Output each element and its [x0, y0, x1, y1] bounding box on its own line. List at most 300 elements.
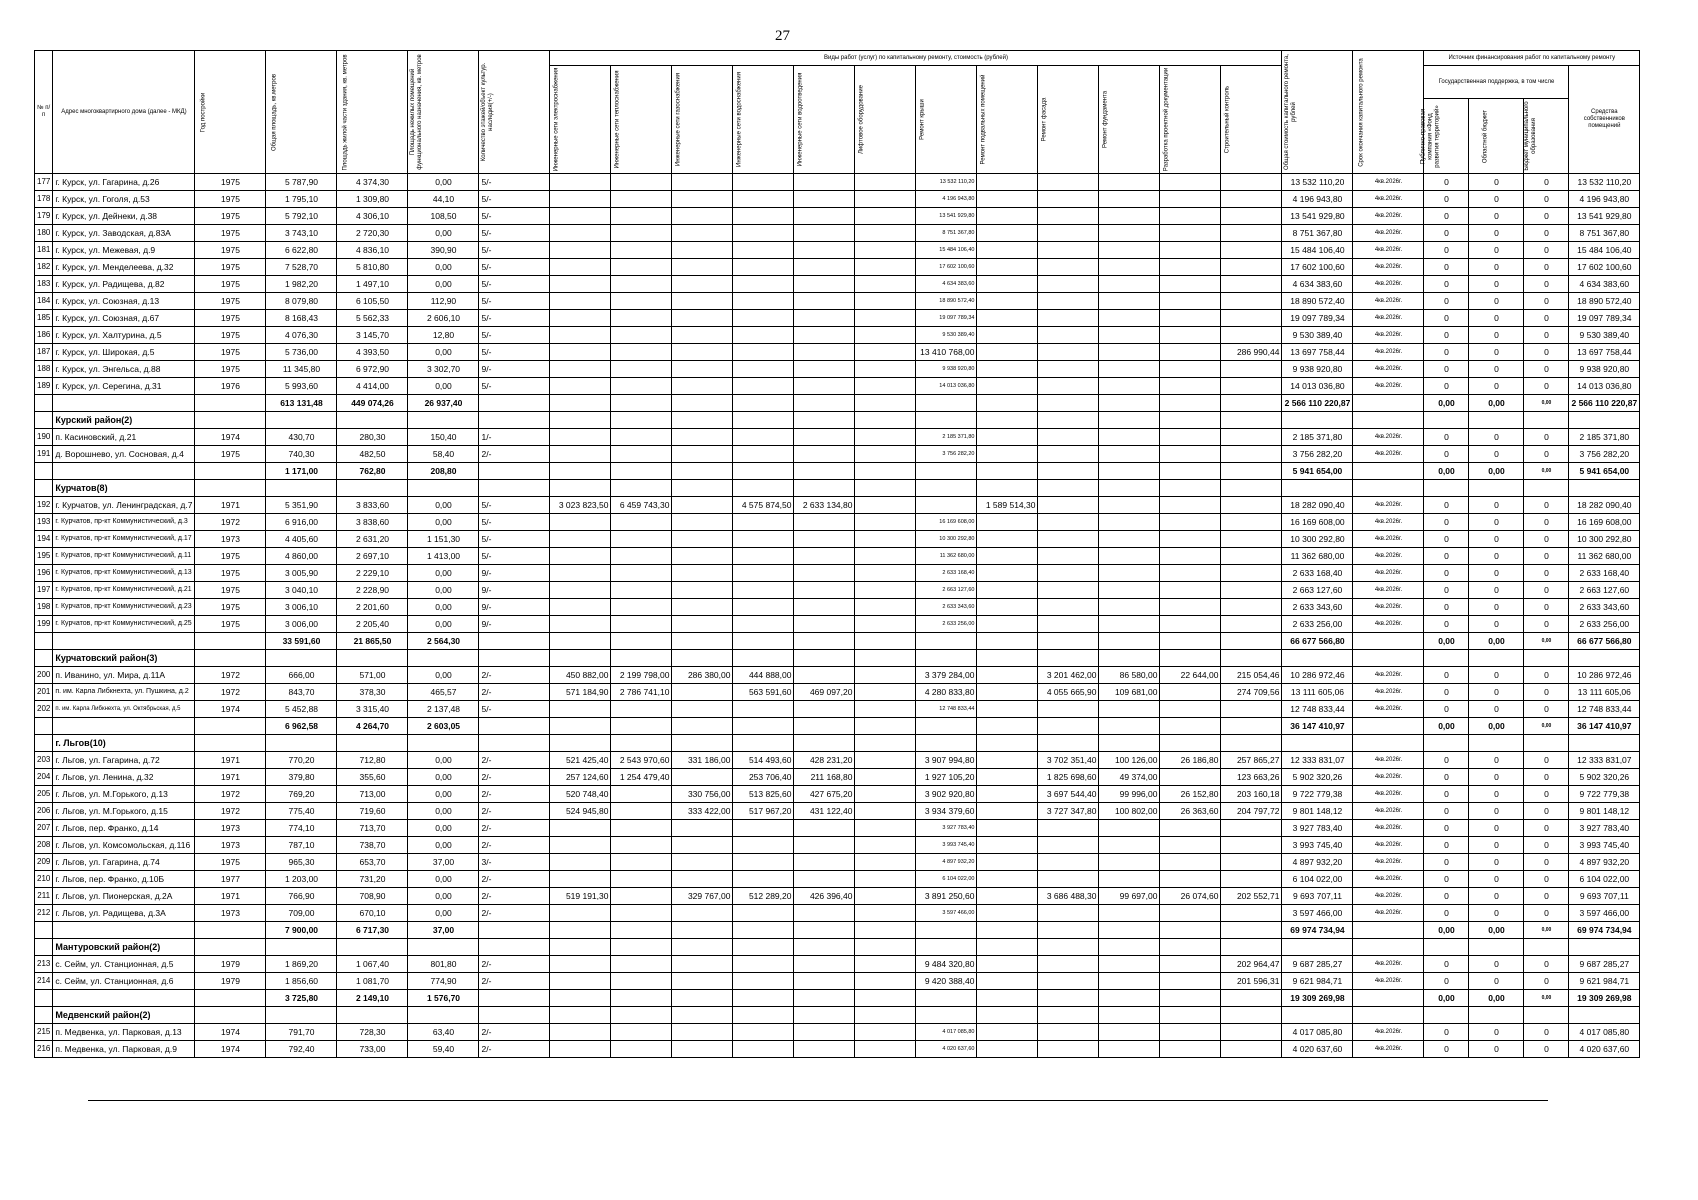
subtotal-spacer [1160, 922, 1221, 939]
row-work-sewer [794, 905, 855, 922]
row-regional: 0 [1469, 684, 1524, 701]
section-spacer [794, 1007, 855, 1024]
subtotal-spacer [53, 633, 195, 650]
row-work-sewer [794, 208, 855, 225]
row-work-basement [977, 225, 1038, 242]
row-year: 1975 [195, 327, 266, 344]
row-owners: 9 687 285,27 [1569, 956, 1640, 973]
row-work-electric [550, 242, 611, 259]
row-year: 1973 [195, 531, 266, 548]
row-work-water [733, 548, 794, 565]
row-work-design [1160, 548, 1221, 565]
row-work-electric: 571 184,90 [550, 684, 611, 701]
row-work-supervision [1221, 174, 1282, 191]
row-work-facade [1038, 548, 1099, 565]
row-work-electric [550, 1024, 611, 1041]
row-address: п. Касиновский, д.21 [53, 429, 195, 446]
section-spacer [611, 412, 672, 429]
row-work-water [733, 293, 794, 310]
row-floors: 2/- [479, 446, 550, 463]
row-nonliving-area: 0,00 [408, 565, 479, 582]
table-row [35, 361, 1640, 378]
section-title: Медвенский район(2) [53, 1007, 195, 1024]
row-work-lift [855, 276, 916, 293]
row-living-area: 355,60 [337, 769, 408, 786]
row-work-electric [550, 191, 611, 208]
row-work-design [1160, 497, 1221, 514]
row-total-cost: 6 104 022,00 [1282, 871, 1353, 888]
row-work-roof: 2 633 343,60 [916, 599, 977, 616]
row-regional: 0 [1469, 582, 1524, 599]
row-work-roof: 2 633 168,40 [916, 565, 977, 582]
row-owners: 6 104 022,00 [1569, 871, 1640, 888]
row-work-sewer [794, 854, 855, 871]
row-work-gas [672, 769, 733, 786]
row-nonliving-area: 0,00 [408, 871, 479, 888]
row-work-basement [977, 854, 1038, 871]
row-deadline: 4кв.2026г. [1353, 956, 1424, 973]
section-spacer [266, 480, 337, 497]
section-spacer [195, 412, 266, 429]
row-address: г. Льгов, ул. Радищева, д.3А [53, 905, 195, 922]
header-work-foundation: Ремонт фундамента [1099, 66, 1160, 174]
table-row [35, 344, 1640, 361]
row-owners: 4 020 637,60 [1569, 1041, 1640, 1058]
row-work-lift [855, 956, 916, 973]
section-spacer [408, 480, 479, 497]
row-address: г. Курчатов, пр-кт Коммунистический, д.23 [53, 599, 195, 616]
row-total-cost: 13 111 605,06 [1282, 684, 1353, 701]
table-row [35, 752, 1640, 769]
row-work-supervision: 286 990,44 [1221, 344, 1282, 361]
row-work-facade [1038, 565, 1099, 582]
row-work-facade [1038, 1041, 1099, 1058]
row-work-facade: 4 055 665,90 [1038, 684, 1099, 701]
row-floors: 2/- [479, 667, 550, 684]
subtotal-municipal: 0,00 [1524, 990, 1569, 1007]
row-total-area: 7 528,70 [266, 259, 337, 276]
row-owners: 3 597 466,00 [1569, 905, 1640, 922]
row-owners: 5 902 320,26 [1569, 769, 1640, 786]
row-work-heat [611, 905, 672, 922]
row-fund: 0 [1424, 293, 1469, 310]
row-work-water [733, 191, 794, 208]
row-work-gas [672, 820, 733, 837]
header-finance-group: Источник финансирования работ по капитальному ремонту [1424, 51, 1640, 66]
row-work-facade [1038, 327, 1099, 344]
row-work-gas [672, 582, 733, 599]
row-regional: 0 [1469, 327, 1524, 344]
row-fund: 0 [1424, 514, 1469, 531]
row-nonliving-area: 0,00 [408, 837, 479, 854]
subtotal-spacer [916, 395, 977, 412]
row-work-gas [672, 208, 733, 225]
row-work-electric [550, 293, 611, 310]
row-living-area: 5 810,80 [337, 259, 408, 276]
row-year: 1971 [195, 769, 266, 786]
subtotal-spacer [1099, 990, 1160, 1007]
row-regional: 0 [1469, 1024, 1524, 1041]
row-owners: 2 633 256,00 [1569, 616, 1640, 633]
row-work-gas [672, 327, 733, 344]
table-row [35, 497, 1640, 514]
row-work-foundation: 99 996,00 [1099, 786, 1160, 803]
row-work-facade [1038, 1024, 1099, 1041]
row-address: г. Льгов, пер. Франко, д.10Б [53, 871, 195, 888]
row-municipal: 0 [1524, 1041, 1569, 1058]
section-spacer [733, 650, 794, 667]
row-regional: 0 [1469, 565, 1524, 582]
row-floors: 5/- [479, 514, 550, 531]
table-row [35, 684, 1640, 701]
row-regional: 0 [1469, 616, 1524, 633]
row-work-electric [550, 854, 611, 871]
subtotal-fund: 0,00 [1424, 633, 1469, 650]
row-floors: 9/- [479, 582, 550, 599]
row-work-supervision [1221, 259, 1282, 276]
subtotal-spacer [977, 990, 1038, 1007]
section-spacer [672, 480, 733, 497]
row-work-foundation: 49 374,00 [1099, 769, 1160, 786]
row-work-water [733, 701, 794, 718]
subtotal-spacer [611, 395, 672, 412]
row-work-facade [1038, 905, 1099, 922]
row-deadline: 4кв.2026г. [1353, 837, 1424, 854]
row-total-cost: 18 890 572,40 [1282, 293, 1353, 310]
row-total-cost: 9 801 148,12 [1282, 803, 1353, 820]
row-owners: 10 300 292,80 [1569, 531, 1640, 548]
section-spacer [1221, 480, 1282, 497]
row-regional: 0 [1469, 191, 1524, 208]
row-fund: 0 [1424, 378, 1469, 395]
row-number: 196 [35, 565, 53, 582]
subtotal-spacer [733, 463, 794, 480]
section-spacer [1099, 412, 1160, 429]
row-owners: 9 693 707,11 [1569, 888, 1640, 905]
row-work-design [1160, 1041, 1221, 1058]
row-work-water [733, 429, 794, 446]
row-regional: 0 [1469, 429, 1524, 446]
row-year: 1974 [195, 429, 266, 446]
subtotal-spacer [855, 395, 916, 412]
section-spacer [35, 939, 53, 956]
row-work-heat: 2 199 798,00 [611, 667, 672, 684]
row-year: 1975 [195, 616, 266, 633]
section-spacer [1221, 735, 1282, 752]
row-work-foundation [1099, 361, 1160, 378]
row-total-area: 4 405,60 [266, 531, 337, 548]
row-fund: 0 [1424, 174, 1469, 191]
row-year: 1975 [195, 361, 266, 378]
row-fund: 0 [1424, 446, 1469, 463]
row-work-facade [1038, 820, 1099, 837]
row-work-foundation [1099, 973, 1160, 990]
section-spacer [408, 939, 479, 956]
row-nonliving-area: 0,00 [408, 752, 479, 769]
row-work-basement [977, 276, 1038, 293]
subtotal-row [35, 990, 1640, 1007]
row-fund: 0 [1424, 310, 1469, 327]
subtotal-spacer [1353, 990, 1424, 1007]
row-total-area: 6 622,80 [266, 242, 337, 259]
row-regional: 0 [1469, 225, 1524, 242]
row-work-basement [977, 871, 1038, 888]
row-work-gas [672, 293, 733, 310]
row-regional: 0 [1469, 786, 1524, 803]
row-work-electric: 524 945,80 [550, 803, 611, 820]
row-work-water [733, 344, 794, 361]
section-spacer [611, 650, 672, 667]
row-work-lift [855, 888, 916, 905]
row-total-area: 4 076,30 [266, 327, 337, 344]
row-work-foundation [1099, 174, 1160, 191]
row-total-area: 787,10 [266, 837, 337, 854]
row-total-area: 666,00 [266, 667, 337, 684]
row-total-area: 1 203,00 [266, 871, 337, 888]
row-work-gas [672, 871, 733, 888]
row-regional: 0 [1469, 548, 1524, 565]
row-living-area: 2 201,60 [337, 599, 408, 616]
header-work-sewer: Инженерные сети водоотведения [794, 66, 855, 174]
subtotal-total-cost: 5 941 654,00 [1282, 463, 1353, 480]
subtotal-nonliving-area: 2 603,05 [408, 718, 479, 735]
row-work-lift [855, 701, 916, 718]
row-deadline: 4кв.2026г. [1353, 259, 1424, 276]
row-work-sewer [794, 667, 855, 684]
row-owners: 3 993 745,40 [1569, 837, 1640, 854]
row-municipal: 0 [1524, 361, 1569, 378]
row-work-lift [855, 174, 916, 191]
row-work-roof: 6 104 022,00 [916, 871, 977, 888]
subtotal-regional: 0,00 [1469, 633, 1524, 650]
row-nonliving-area: 0,00 [408, 667, 479, 684]
row-floors: 5/- [479, 208, 550, 225]
row-number: 210 [35, 871, 53, 888]
bottom-rule [88, 1100, 1548, 1101]
row-work-sewer [794, 446, 855, 463]
row-total-area: 8 168,43 [266, 310, 337, 327]
row-nonliving-area: 0,00 [408, 497, 479, 514]
subtotal-living-area: 449 074,26 [337, 395, 408, 412]
row-work-lift [855, 684, 916, 701]
row-floors: 9/- [479, 565, 550, 582]
row-owners: 17 602 100,60 [1569, 259, 1640, 276]
header-deadline: Срок окончания капитального ремонта [1353, 51, 1424, 174]
section-spacer [195, 650, 266, 667]
row-municipal: 0 [1524, 446, 1569, 463]
row-deadline: 4кв.2026г. [1353, 310, 1424, 327]
subtotal-living-area: 4 264,70 [337, 718, 408, 735]
row-regional: 0 [1469, 531, 1524, 548]
row-work-facade: 3 201 462,00 [1038, 667, 1099, 684]
section-spacer [195, 939, 266, 956]
table-row [35, 276, 1640, 293]
section-spacer [1524, 939, 1569, 956]
section-spacer [479, 650, 550, 667]
row-work-supervision [1221, 225, 1282, 242]
row-work-water [733, 225, 794, 242]
row-nonliving-area: 2 606,10 [408, 310, 479, 327]
table-row [35, 667, 1640, 684]
row-work-electric [550, 276, 611, 293]
row-work-lift [855, 225, 916, 242]
row-number: 201 [35, 684, 53, 701]
row-work-water: 512 289,20 [733, 888, 794, 905]
section-spacer [1353, 1007, 1424, 1024]
section-spacer [1569, 480, 1640, 497]
row-work-sewer [794, 871, 855, 888]
row-number: 198 [35, 599, 53, 616]
row-work-roof: 9 938 920,80 [916, 361, 977, 378]
row-address: п. Иванино, ул. Мира, д.11А [53, 667, 195, 684]
table-row [35, 514, 1640, 531]
section-spacer [195, 480, 266, 497]
row-work-basement: 1 589 514,30 [977, 497, 1038, 514]
row-work-sewer [794, 344, 855, 361]
row-work-sewer [794, 276, 855, 293]
row-floors: 2/- [479, 888, 550, 905]
row-total-cost: 17 602 100,60 [1282, 259, 1353, 276]
subtotal-owners: 69 974 734,94 [1569, 922, 1640, 939]
row-work-roof: 3 907 994,80 [916, 752, 977, 769]
row-address: с. Сейм, ул. Станционная, д.5 [53, 956, 195, 973]
row-work-design [1160, 429, 1221, 446]
row-living-area: 4 414,00 [337, 378, 408, 395]
row-municipal: 0 [1524, 514, 1569, 531]
table-row [35, 616, 1640, 633]
row-municipal: 0 [1524, 531, 1569, 548]
row-total-cost: 12 333 831,07 [1282, 752, 1353, 769]
row-work-heat [611, 599, 672, 616]
row-work-roof: 3 597 466,00 [916, 905, 977, 922]
row-year: 1979 [195, 956, 266, 973]
row-total-cost: 2 185 371,80 [1282, 429, 1353, 446]
row-work-heat: 1 254 479,40 [611, 769, 672, 786]
subtotal-spacer [1221, 463, 1282, 480]
row-work-facade [1038, 854, 1099, 871]
row-fund: 0 [1424, 548, 1469, 565]
section-spacer [794, 480, 855, 497]
row-work-facade [1038, 429, 1099, 446]
row-work-sewer [794, 191, 855, 208]
subtotal-fund: 0,00 [1424, 990, 1469, 1007]
row-regional: 0 [1469, 310, 1524, 327]
row-fund: 0 [1424, 905, 1469, 922]
subtotal-spacer [1038, 990, 1099, 1007]
row-fund: 0 [1424, 599, 1469, 616]
row-nonliving-area: 0,00 [408, 888, 479, 905]
table-row [35, 582, 1640, 599]
row-living-area: 733,00 [337, 1041, 408, 1058]
row-work-facade [1038, 514, 1099, 531]
row-number: 190 [35, 429, 53, 446]
row-deadline: 4кв.2026г. [1353, 497, 1424, 514]
subtotal-spacer [977, 718, 1038, 735]
row-work-sewer: 431 122,40 [794, 803, 855, 820]
row-municipal: 0 [1524, 191, 1569, 208]
row-living-area: 4 306,10 [337, 208, 408, 225]
row-owners: 4 017 085,80 [1569, 1024, 1640, 1041]
row-address: г. Льгов, ул. М.Горького, д.13 [53, 786, 195, 803]
row-work-gas [672, 905, 733, 922]
row-address: г. Курчатов, пр-кт Коммунистический, д.17 [53, 531, 195, 548]
row-work-roof: 1 927 105,20 [916, 769, 977, 786]
row-work-heat [611, 854, 672, 871]
row-work-basement [977, 344, 1038, 361]
row-work-roof: 10 300 292,80 [916, 531, 977, 548]
subtotal-spacer [733, 718, 794, 735]
row-work-sewer [794, 565, 855, 582]
row-fund: 0 [1424, 786, 1469, 803]
row-municipal: 0 [1524, 225, 1569, 242]
subtotal-total-area: 1 171,00 [266, 463, 337, 480]
row-work-supervision [1221, 208, 1282, 225]
row-work-facade [1038, 582, 1099, 599]
row-number: 195 [35, 548, 53, 565]
section-spacer [266, 650, 337, 667]
row-address: г. Курск, ул. Радищева, д.82 [53, 276, 195, 293]
row-living-area: 1 497,10 [337, 276, 408, 293]
row-work-lift [855, 905, 916, 922]
row-work-design [1160, 565, 1221, 582]
row-work-gas [672, 446, 733, 463]
row-work-heat [611, 820, 672, 837]
row-fund: 0 [1424, 1041, 1469, 1058]
row-regional: 0 [1469, 599, 1524, 616]
subtotal-total-cost: 66 677 566,80 [1282, 633, 1353, 650]
row-total-cost: 2 633 168,40 [1282, 565, 1353, 582]
row-work-water [733, 1041, 794, 1058]
subtotal-spacer [1099, 463, 1160, 480]
row-work-design: 26 186,80 [1160, 752, 1221, 769]
row-work-lift [855, 667, 916, 684]
row-work-foundation [1099, 208, 1160, 225]
row-work-gas [672, 310, 733, 327]
row-work-gas [672, 361, 733, 378]
row-total-area: 1 795,10 [266, 191, 337, 208]
row-total-cost: 9 687 285,27 [1282, 956, 1353, 973]
row-regional: 0 [1469, 752, 1524, 769]
row-address: с. Сейм, ул. Станционная, д.6 [53, 973, 195, 990]
row-work-basement [977, 327, 1038, 344]
row-work-gas [672, 514, 733, 531]
row-work-sewer [794, 582, 855, 599]
row-work-roof: 2 633 256,00 [916, 616, 977, 633]
row-deadline: 4кв.2026г. [1353, 786, 1424, 803]
row-owners: 2 633 343,60 [1569, 599, 1640, 616]
row-municipal: 0 [1524, 310, 1569, 327]
row-work-electric: 519 191,30 [550, 888, 611, 905]
row-work-basement [977, 599, 1038, 616]
row-floors: 5/- [479, 293, 550, 310]
section-spacer [1160, 735, 1221, 752]
row-work-basement [977, 310, 1038, 327]
row-work-supervision [1221, 361, 1282, 378]
row-work-roof: 9 420 388,40 [916, 973, 977, 990]
subtotal-fund: 0,00 [1424, 463, 1469, 480]
row-floors: 9/- [479, 599, 550, 616]
subtotal-spacer [53, 990, 195, 1007]
row-floors: 2/- [479, 769, 550, 786]
row-deadline: 4кв.2026г. [1353, 888, 1424, 905]
row-work-lift [855, 378, 916, 395]
subtotal-spacer [733, 990, 794, 1007]
section-spacer [1221, 650, 1282, 667]
subtotal-nonliving-area: 208,80 [408, 463, 479, 480]
row-living-area: 2 697,10 [337, 548, 408, 565]
row-work-foundation: 100 802,00 [1099, 803, 1160, 820]
row-deadline: 4кв.2026г. [1353, 378, 1424, 395]
